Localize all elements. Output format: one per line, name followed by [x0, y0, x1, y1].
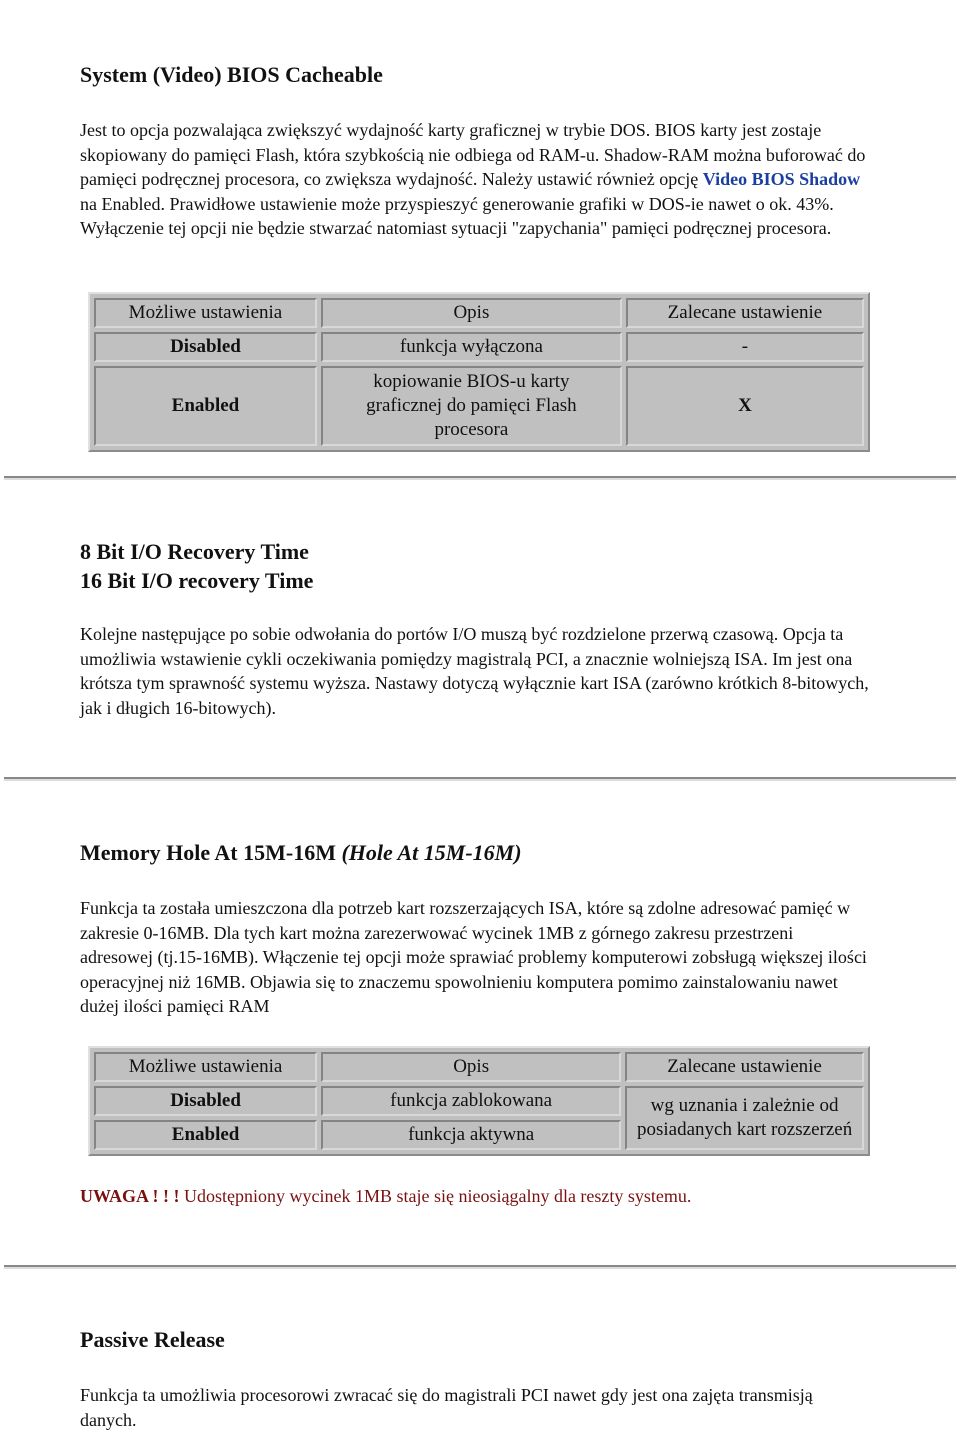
table-header: Opis	[321, 298, 622, 328]
table-header: Zalecane ustawienie	[626, 298, 864, 328]
warning-note	[80, 1184, 870, 1209]
setting-description: funkcja aktywna	[321, 1120, 621, 1150]
setting-disabled: Disabled	[94, 1086, 317, 1116]
setting-description: kopiowanie BIOS-u karty graficznej do pamięci Flash procesora	[321, 366, 622, 446]
description-text-a: Jest to opcja pozwalająca zwiększyć wydajność karty graficznej w trybie DOS. BIOS karty jest zostaje skopiowany do pamięci Flash, która szybkością nie odbiega od RAM-u. Shadow-RAM można buforować do pamięci podręcznej procesora, co zwiększa wydajność. Należy ustawić również opcję	[80, 120, 866, 189]
io-recovery-description: Kolejne następujące po sobie odwołania do portów I/O muszą być rozdzielone przerwą czasową. Opcja ta umożliwia wstawienie cykli oczekiwania pomiędzy magistralą PCI, a znacznie wolniejszą ISA. Im jest ona krótsza tym sprawność systemu wyższa. Nastawy dotyczą wyłącznie kart ISA (zarówno krótkich 8-bitowych, jak i długich 16-bitowych).	[80, 624, 869, 718]
table-header: Zalecane ustawienie	[625, 1052, 864, 1082]
section-title-8bit-io: 8 Bit I/O Recovery Time	[80, 539, 309, 564]
memory-hole-description: Funkcja ta została umieszczona dla potrzeb kart rozszerzających ISA, które są zdolne adresować pamięć w zakresie 0-16MB. Dla tych kart można zarezerwować wycinek 1MB z górnego zakresu przestrzeni adresowej (tj.15-16MB). Włączenie tej opcji może sprawiać problemy komputerowi zobsługą większej ilości operacyjnej niż 16MB. Objawia się to znaczemu spowolnieniu komputera pomimo zainstalowaniu nawet dużej ilości pamięci RAM	[80, 898, 867, 1016]
table-header: Możliwe ustawienia	[94, 298, 317, 328]
table-header: Opis	[321, 1052, 621, 1082]
section-title-16bit-io: 16 Bit I/O recovery Time	[80, 568, 314, 593]
setting-recommendation: wg uznania i zależnie od posiadanych kart rozszerzeń	[625, 1086, 864, 1150]
section-title-bios-cacheable: System (Video) BIOS Cacheable	[80, 62, 383, 87]
memory-hole-title: Memory Hole At 15M-16M	[80, 840, 342, 865]
description-text-b: na Enabled. Prawidłowe ustawienie może przyspieszyć generowanie grafiki w DOS-ie nawet o ok. 43%. Wyłączenie tej opcji nie będzie stwarzać natomiast sytuacji "zapychania" pamięci podręcznej procesora.	[80, 193, 834, 238]
warning-text: Udostępniony wycinek 1MB staje się nieosiągalny dla reszty systemu.	[179, 1186, 692, 1206]
setting-enabled: Enabled	[94, 366, 317, 446]
section-title-memory-hole	[80, 838, 522, 867]
warning-label: UWAGA ! ! !	[80, 1186, 180, 1206]
table-header: Możliwe ustawienia	[94, 1052, 317, 1082]
options-table-memory-hole	[88, 1046, 870, 1156]
section-divider	[4, 1265, 956, 1269]
passive-release-description: Funkcja ta umożliwia procesorowi zwracać się do magistrali PCI nawet gdy jest ona zajęta transmisją danych.	[80, 1385, 813, 1430]
setting-description: funkcja zablokowana	[321, 1086, 621, 1116]
setting-recommendation: X	[626, 366, 864, 446]
setting-enabled: Enabled	[94, 1120, 317, 1150]
setting-recommendation: -	[626, 332, 864, 362]
section-title-passive-release: Passive Release	[80, 1327, 225, 1352]
section-divider	[4, 777, 956, 781]
setting-disabled: Disabled	[94, 332, 317, 362]
memory-hole-alt-title: (Hole At 15M-16M)	[341, 840, 522, 865]
section-divider	[4, 476, 956, 480]
video-bios-shadow-link[interactable]: Video BIOS Shadow	[702, 169, 861, 189]
setting-description: funkcja wyłączona	[321, 332, 622, 362]
options-table-bios-cacheable	[88, 292, 870, 452]
bios-cacheable-description	[80, 118, 870, 241]
